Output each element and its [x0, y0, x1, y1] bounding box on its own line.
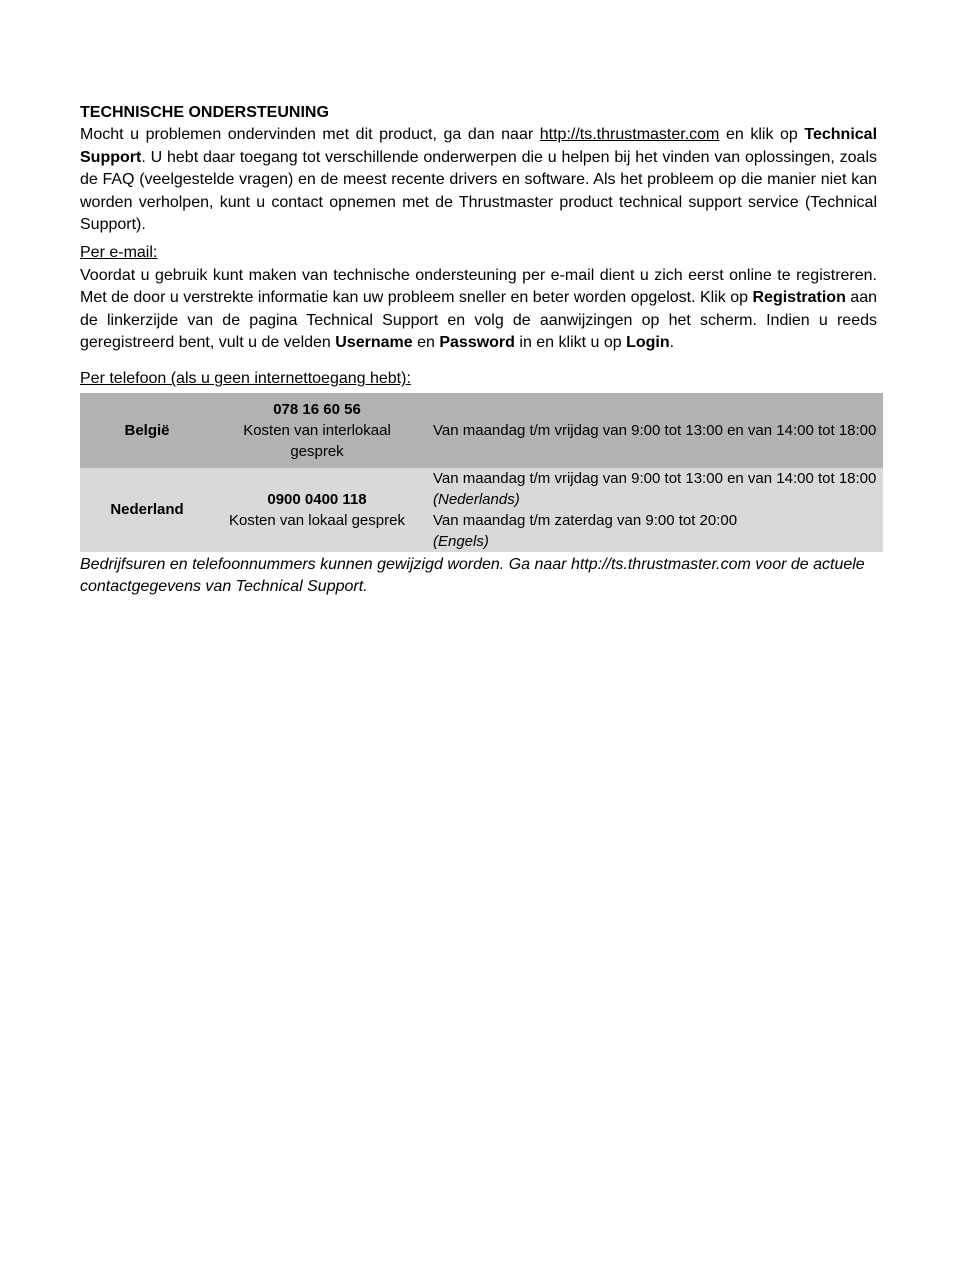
language-label: (Engels) [433, 532, 489, 550]
country-cell: België [80, 393, 214, 468]
hours-line: Van maandag t/m vrijdag van 9:00 tot 13:00 en van 14:00 tot 18:00 [433, 421, 877, 439]
phone-number: 0900 0400 118 [267, 490, 367, 508]
hours-line: Van maandag t/m vrijdag van 9:00 tot 13:00 en van 14:00 tot 18:00 [433, 469, 877, 487]
spacer [80, 354, 877, 368]
country-cell: Nederland [80, 468, 214, 552]
language-label: (Nederlands) [433, 490, 520, 508]
intro-bold-technical-support: Technical Support [80, 126, 878, 166]
phone-support-table [80, 393, 883, 552]
intro-paragraph [80, 124, 877, 236]
section-title: TECHNISCHE ONDERSTEUNING [80, 104, 329, 121]
call-cost: Kosten van lokaal gesprek [229, 511, 405, 529]
table-row [80, 393, 883, 468]
hours-cell [420, 468, 883, 552]
email-text-2: aan de linkerzijde van de pagina Technical Support en volg de aanwijzingen op het scherm. Indien u reeds geregistreerd bent, vult u de velden [80, 289, 877, 352]
email-text-1: Voordat u gebruik kunt maken van technische ondersteuning per e-mail dient u zich eerst online te registreren. Met de door u verstrekte informatie kan uw probleem sneller en beter worden opgelost. Klik op [80, 266, 877, 307]
call-cost: Kosten van interlokaal gesprek [243, 421, 391, 460]
email-bold-username: Username [335, 334, 413, 352]
hours-line: Van maandag t/m zaterdag van 9:00 tot 20:00 [433, 511, 738, 529]
phone-number: 078 16 60 56 [273, 400, 361, 418]
email-bold-password: Password [439, 334, 515, 352]
phone-cell [214, 393, 420, 468]
email-text-5: . [669, 334, 675, 352]
hours-cell [420, 393, 883, 468]
footer-note: Bedrijfsuren en telefoonnummers kunnen gewijzigd worden. Ga naar http://ts.thrustmaster.com voor de actuele contactgegevens van Technical Support. [80, 555, 865, 596]
email-bold-login: Login [626, 334, 670, 352]
email-paragraph [80, 265, 877, 355]
email-bold-registration: Registration [752, 289, 846, 307]
table-row [80, 468, 883, 552]
email-text-4: in en klikt u op [514, 334, 627, 352]
email-text-3: en [412, 334, 440, 352]
intro-text-3: . U hebt daar toegang tot verschillende onderwerpen die u helpen bij het vinden van oplossingen, zoals de FAQ (veelgestelde vragen) en de meest recente drivers en software. Als het probleem op die manier niet kan worden verholpen, kunt u contact opnemen met de Thrustmaster product technical support service (Technical Support). [80, 148, 877, 234]
intro-text-2: en klik op [719, 126, 805, 144]
support-link[interactable]: http://ts.thrustmaster.com [539, 126, 720, 144]
email-heading: Per e-mail: [80, 244, 158, 262]
phone-cell [214, 468, 420, 552]
phone-heading: Per telefoon (als u geen internettoegang hebt): [80, 370, 411, 388]
intro-text-1: Mocht u problemen ondervinden met dit product, ga dan naar [80, 126, 540, 144]
